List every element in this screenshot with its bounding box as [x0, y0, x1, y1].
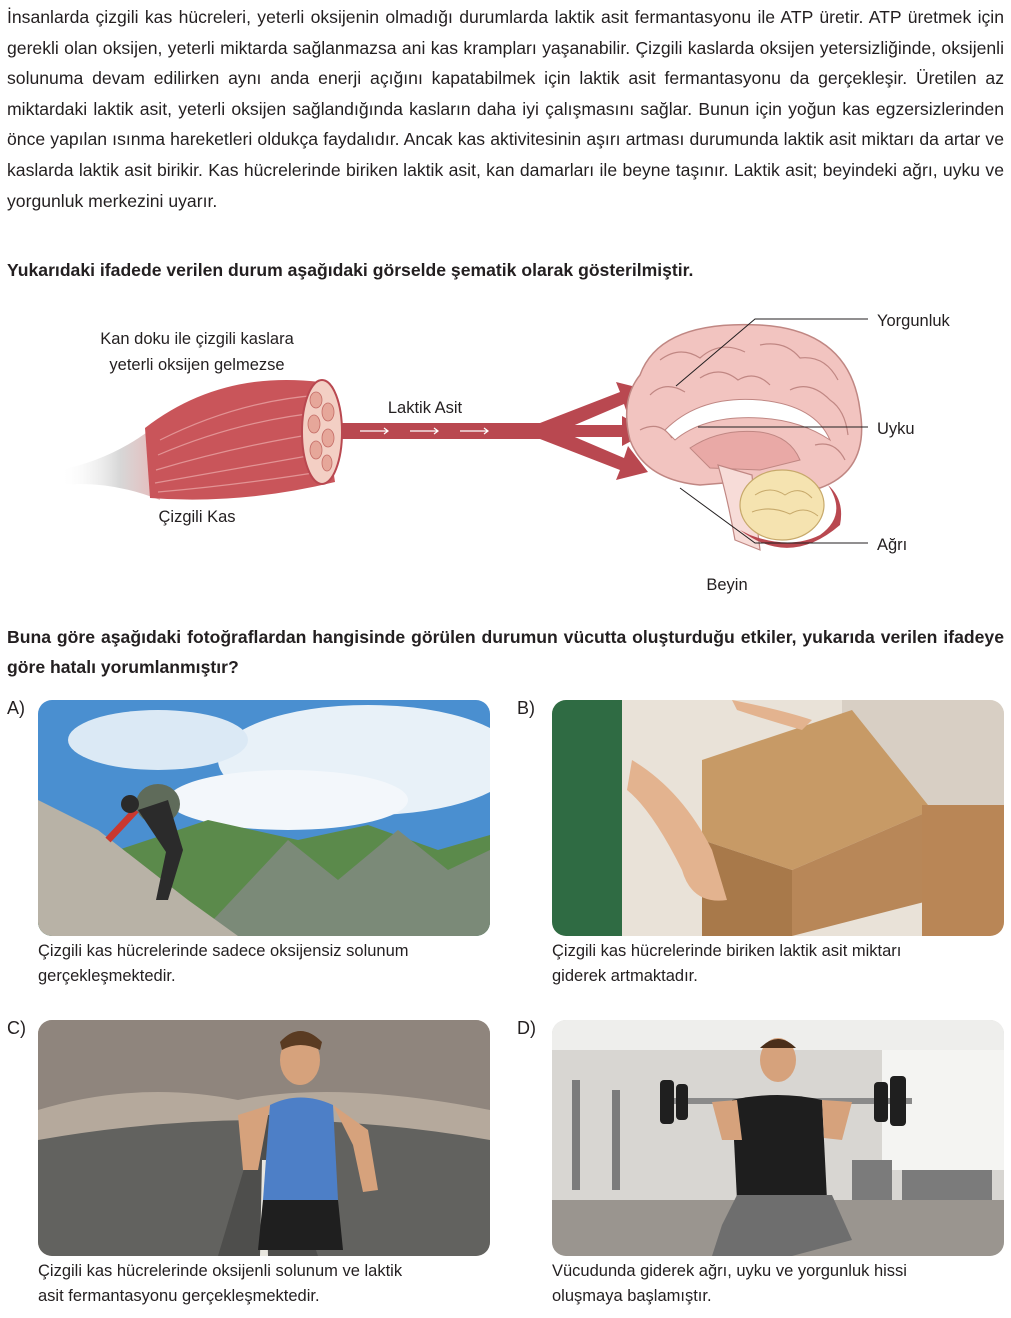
label-fatigue: Yorgunluk	[877, 312, 950, 330]
option-a-letter[interactable]: A)	[7, 698, 25, 718]
option-d-photo-weightlifter[interactable]	[552, 1020, 1004, 1256]
muscle-label: Çizgili Kas	[158, 508, 236, 526]
question-main: Buna göre aşağıdaki fotoğraflardan hangisinde görülen durumun vücutta oluşturduğu etkiler, yukarıda verilen ifadeye göre hatalı yorumlanmıştır?	[7, 627, 1004, 677]
option-a-caption	[38, 939, 478, 989]
option-c-caption	[38, 1259, 478, 1309]
label-sleep: Uyku	[877, 420, 915, 438]
muscle-caption-line1: Kan doku ile çizgili kaslara	[100, 330, 294, 348]
option-b-caption	[552, 939, 992, 989]
label-pain: Ağrı	[877, 536, 908, 554]
option-d-caption-line2: oluşmaya başlamıştır.	[552, 1287, 712, 1305]
option-c-caption-line2: asit fermantasyonu gerçekleşmektedir.	[38, 1287, 320, 1305]
brain-illustration	[627, 325, 862, 550]
intro-paragraph: İnsanlarda çizgili kas hücreleri, yeterli oksijenin olmadığı durumlarda laktik asit fermantasyonu ile ATP üretir. ATP üretmek için gerekli olan oksijen, yeterli miktarda sağlanmazsa ani kas krampları yaşanabilir. Çizgili kaslarda oksijen yetersizliğinde, oksijenli solunuma devam edilirken aynı anda enerji açığını kapatabilmek için laktik asit fermantasyonu da gerçekleşir. Üretilen az miktardaki laktik asit, yeterli oksijen sağlandığında kasların daha iyi çalışmasını sağlar. Bunun için yoğun kas egzersizlerinden önce yapılan ısınma hareketleri oldukça faydalıdır. Ancak kas aktivitesinin aşırı artması durumunda laktik asit miktarı da artar ve kaslarda laktik asit birikir. Kas hücrelerinde biriken laktik asit, kan damarları ile beyne taşınır. Laktik asit; beyindeki ağrı, uyku ve yorgunluk merkezini uyarır.	[7, 7, 1004, 211]
option-d-caption-line1: Vücudunda giderek ağrı, uyku ve yorgunluk hissi	[552, 1262, 907, 1280]
option-a-photo-mountain-climber[interactable]	[38, 700, 490, 936]
option-c-caption-line1: Çizgili kas hücrelerinde oksijenli solunum ve laktik	[38, 1262, 403, 1280]
option-c-letter[interactable]: C)	[7, 1018, 26, 1038]
brain-label: Beyin	[706, 576, 748, 594]
option-d-caption	[552, 1259, 992, 1309]
option-b-letter[interactable]: B)	[517, 698, 535, 718]
option-a-caption-line1: Çizgili kas hücrelerinde sadece oksijensiz solunum	[38, 942, 409, 960]
option-b-caption-line2: giderek artmaktadır.	[552, 967, 698, 985]
lactic-acid-label: Laktik Asit	[387, 399, 463, 417]
tendon-shape	[60, 430, 160, 500]
option-c-photo-runner[interactable]	[38, 1020, 490, 1256]
muscle-caption-line2: yeterli oksijen gelmezse	[109, 356, 285, 374]
option-b-photo-lifting-box[interactable]	[552, 700, 1004, 936]
option-a-caption-line2: gerçekleşmektedir.	[38, 967, 176, 985]
question-intro: Yukarıdaki ifadede verilen durum aşağıdaki görselde şematik olarak gösterilmiştir.	[7, 260, 694, 280]
option-d-letter[interactable]: D)	[517, 1018, 536, 1038]
option-b-caption-line1: Çizgili kas hücrelerinde biriken laktik asit miktarı	[552, 942, 902, 960]
cerebellum	[740, 470, 824, 540]
muscle-cross-section	[302, 380, 342, 484]
lactic-acid-diagram	[0, 300, 1011, 600]
